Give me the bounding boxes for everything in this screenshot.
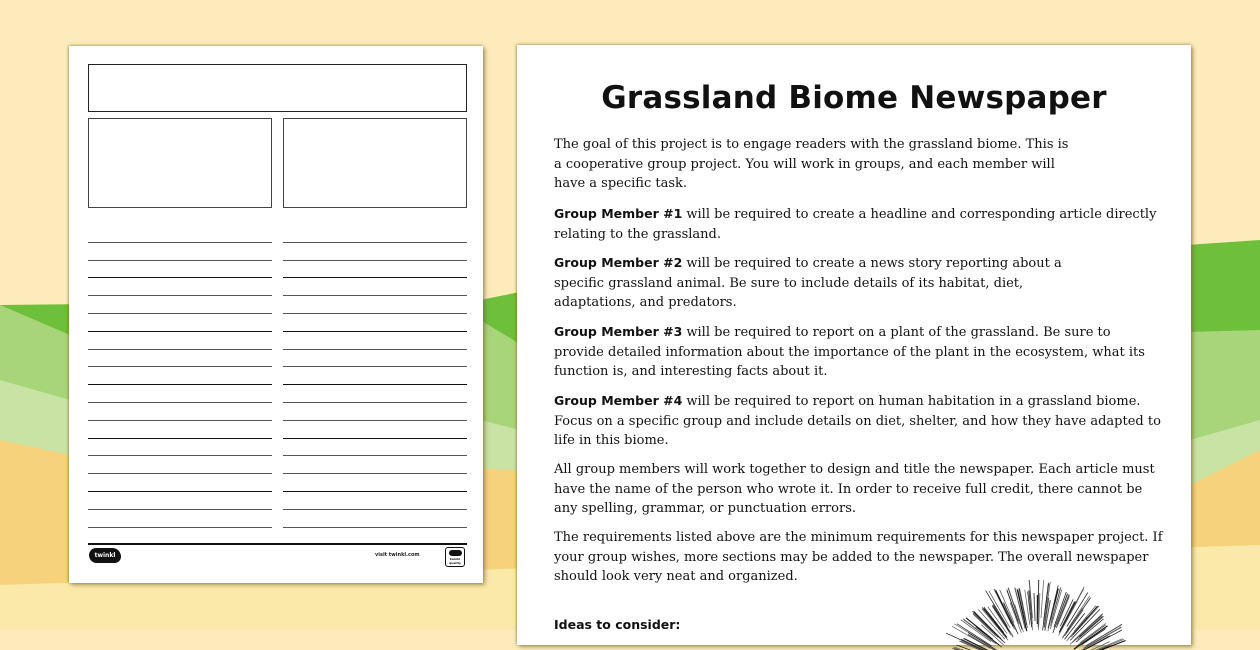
- quality-badge-icon: [445, 547, 465, 567]
- writing-line: [283, 314, 467, 332]
- cloud-icon: [449, 550, 462, 556]
- writing-line: [283, 474, 467, 492]
- writing-line: [283, 421, 467, 439]
- writing-line: [88, 421, 272, 439]
- writing-line: [283, 278, 467, 296]
- ideas-heading: Ideas to consider:: [554, 617, 680, 632]
- grass-blade: [1069, 598, 1090, 628]
- page-title: Grassland Biome Newspaper: [517, 80, 1191, 116]
- writing-line: [283, 385, 467, 403]
- writing-line: [88, 350, 272, 368]
- writing-line: [283, 350, 467, 368]
- writing-line: [283, 296, 467, 314]
- writing-line: [283, 243, 467, 261]
- instructions-page: [517, 45, 1191, 645]
- member-text: will be required to report on a plant of the grassland. Be sure to provide detailed information about the importance of the plant in the ecosystem, what its function is, and interesting facts about it.: [554, 325, 1145, 379]
- writing-line: [88, 332, 272, 350]
- writing-line: [283, 403, 467, 421]
- member-2-paragraph: [554, 253, 1099, 313]
- member-label: Group Member #2: [554, 255, 682, 270]
- footer-divider: [88, 543, 467, 545]
- writing-line: [88, 296, 272, 314]
- member-label: Group Member #4: [554, 393, 682, 408]
- writing-line: [88, 314, 272, 332]
- member-label: Group Member #3: [554, 324, 682, 339]
- member-text: will be required to create a news story reporting about a specific grassland animal. Be sure to include details of its habitat, diet, adaptations, and predators.: [554, 256, 1062, 310]
- grass-tuft-illustration: [887, 580, 1157, 650]
- intro-paragraph: The goal of this project is to engage readers with the grassland biome. This is a cooperative group project. You will work in groups, and each member will have a specific task.: [554, 135, 1074, 194]
- writing-line: [283, 456, 467, 474]
- member-text: will be required to report on human habitation in a grassland biome. Focus on a specific group and include details on diet, shelter, and how they have adapted to life in this biome.: [554, 394, 1161, 448]
- writing-line: [88, 367, 272, 385]
- requirements-paragraph: The requirements listed above are the minimum requirements for this newspaper project. If your group wishes, more sections may be added to the newspaper. The overall newspaper should look very neat and organized.: [554, 528, 1164, 587]
- writing-line: [88, 492, 272, 510]
- writing-line: [283, 261, 467, 279]
- member-text: will be required to create a headline and corresponding article directly relating to the grassland.: [554, 207, 1156, 242]
- writing-line: [88, 385, 272, 403]
- member-label: Group Member #1: [554, 206, 682, 221]
- member-3-paragraph: [554, 322, 1164, 382]
- writing-lines-right: [283, 225, 467, 545]
- writing-line: [88, 278, 272, 296]
- writing-line: [88, 261, 272, 279]
- grass-blade: [1087, 630, 1121, 648]
- writing-line: [88, 439, 272, 457]
- writing-line: [88, 456, 272, 474]
- image-box-left: [88, 118, 272, 208]
- twinkl-logo: twinkl: [89, 548, 121, 563]
- newspaper-template-page: [69, 46, 483, 583]
- writing-line: [283, 225, 467, 243]
- image-box-right: [283, 118, 467, 208]
- writing-line: [88, 510, 272, 528]
- writing-line: [283, 367, 467, 385]
- writing-line: [283, 332, 467, 350]
- all-members-paragraph: All group members will work together to design and title the newspaper. Each article must have the name of the person who wrote it. In order to receive full credit, there cannot be any spelling, grammar, or punctuation errors.: [554, 460, 1164, 519]
- grass-blade: [1034, 593, 1035, 621]
- writing-line: [88, 474, 272, 492]
- headline-box: [88, 64, 467, 112]
- writing-line: [88, 403, 272, 421]
- visit-website-text: visit twinkl.com: [375, 552, 420, 558]
- writing-line: [283, 439, 467, 457]
- writing-line: [88, 243, 272, 261]
- writing-line: [283, 510, 467, 528]
- badge-text: twinkl quality: [449, 557, 461, 565]
- writing-line: [283, 492, 467, 510]
- writing-line: [88, 225, 272, 243]
- member-4-paragraph: [554, 391, 1164, 451]
- writing-lines-left: [88, 225, 272, 545]
- grass-blade: [1041, 580, 1044, 618]
- grass-blade: [978, 609, 1005, 639]
- member-1-paragraph: [554, 204, 1164, 244]
